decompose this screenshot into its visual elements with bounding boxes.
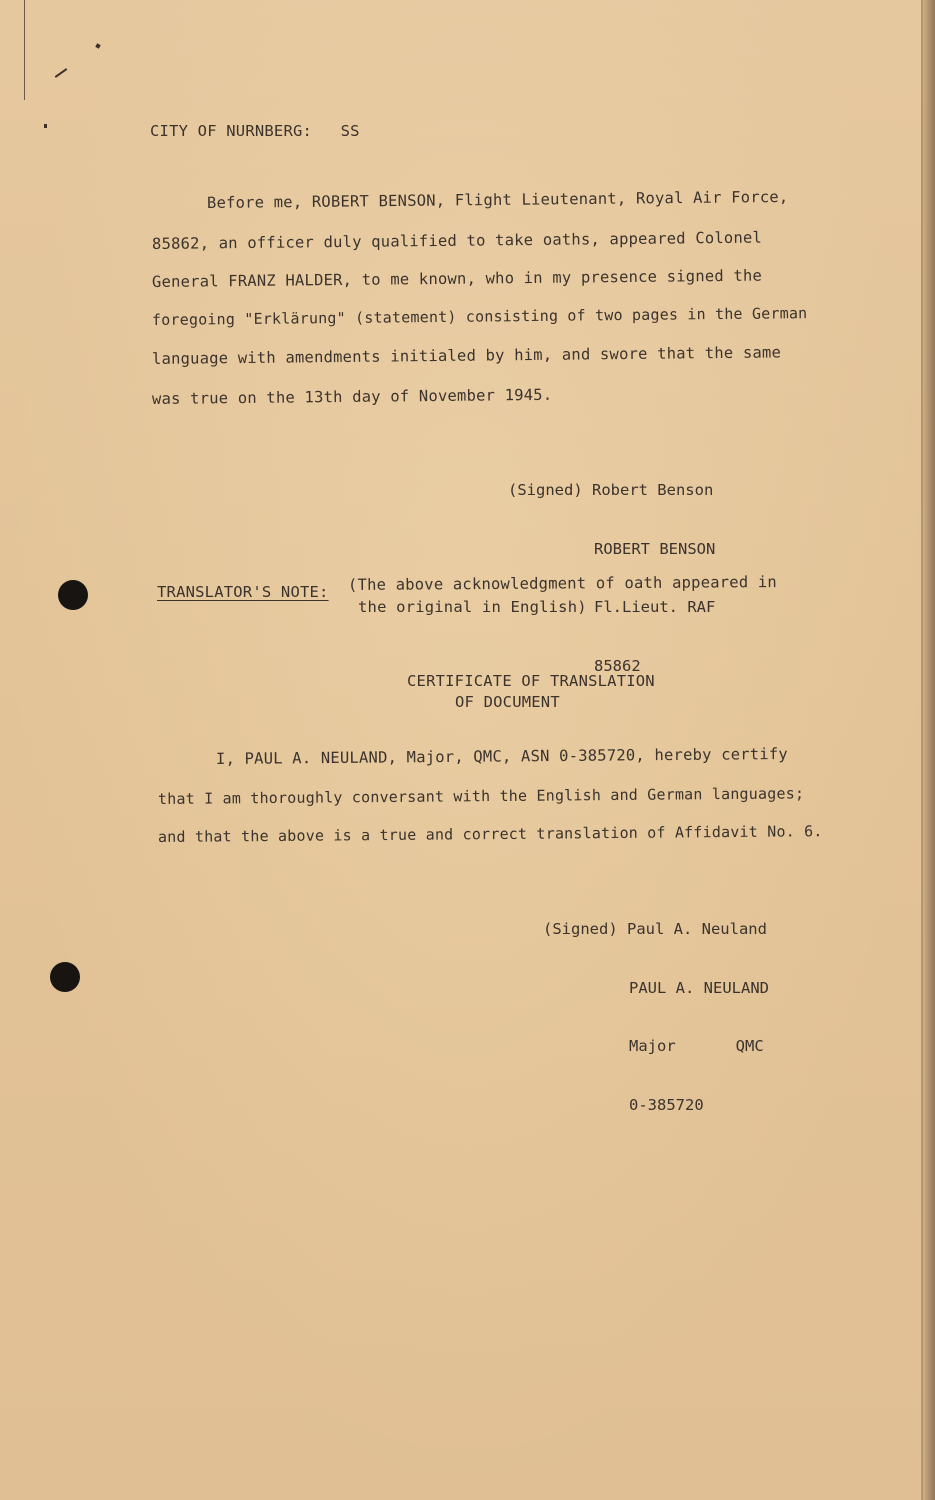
- signer-number: 0-385720: [629, 1095, 704, 1114]
- page-edge-left: [24, 0, 25, 100]
- certificate-line: and that the above is a true and correct translation of Affidavit No. 6.: [157, 822, 823, 846]
- translator-note-line: the original in English): [358, 598, 587, 616]
- punch-hole: [50, 962, 80, 992]
- affidavit-line: 85862, an officer duly qualified to take oaths, appeared Colonel: [151, 228, 763, 253]
- certificate-line: I, PAUL A. NEULAND, Major, QMC, ASN 0-385720, hereby certify: [215, 745, 788, 768]
- signer-rank: Major: [629, 1037, 676, 1055]
- ink-mark: [44, 124, 47, 128]
- affidavit-line: General FRANZ HALDER, to me known, who in my presence signed the: [151, 266, 763, 291]
- certificate-title: OF DOCUMENT: [455, 693, 560, 711]
- page-edge-right: [923, 0, 935, 1500]
- city-header: CITY OF NURNBERG: SS: [150, 122, 360, 140]
- signed-line: (Signed) Paul A. Neuland: [543, 920, 767, 938]
- certificate-line: that I am thoroughly conversant with the English and German languages;: [157, 784, 805, 808]
- signed-line: (Signed) Robert Benson: [508, 481, 714, 499]
- certificate-title: CERTIFICATE OF TRANSLATION: [407, 672, 655, 690]
- signer-name: ROBERT BENSON: [594, 539, 716, 558]
- page-edge-line: [921, 0, 923, 1500]
- ink-mark: [55, 68, 68, 78]
- affidavit-line: Before me, ROBERT BENSON, Flight Lieutenant, Royal Air Force,: [206, 187, 789, 212]
- affidavit-line: foregoing "Erklärung" (statement) consisting of two pages in the German: [151, 304, 808, 329]
- signer-rank: Fl.Lieut. RAF: [594, 598, 716, 616]
- signer-number: 85862: [594, 656, 641, 675]
- signer-rank-line: [543, 1037, 769, 1057]
- translator-note-label: TRANSLATOR'S NOTE:: [157, 583, 329, 601]
- punch-hole: [58, 580, 88, 610]
- ink-mark: [95, 43, 100, 48]
- signer-branch: QMC: [735, 1037, 764, 1055]
- signer-name: PAUL A. NEULAND: [629, 978, 769, 997]
- signature-block-neuland: [543, 881, 769, 1154]
- affidavit-line: language with amendments initialed by him, and swore that the same: [151, 343, 782, 368]
- affidavit-line: was true on the 13th day of November 1945.: [151, 385, 553, 408]
- translator-note-line: (The above acknowledgment of oath appeared in: [347, 573, 777, 594]
